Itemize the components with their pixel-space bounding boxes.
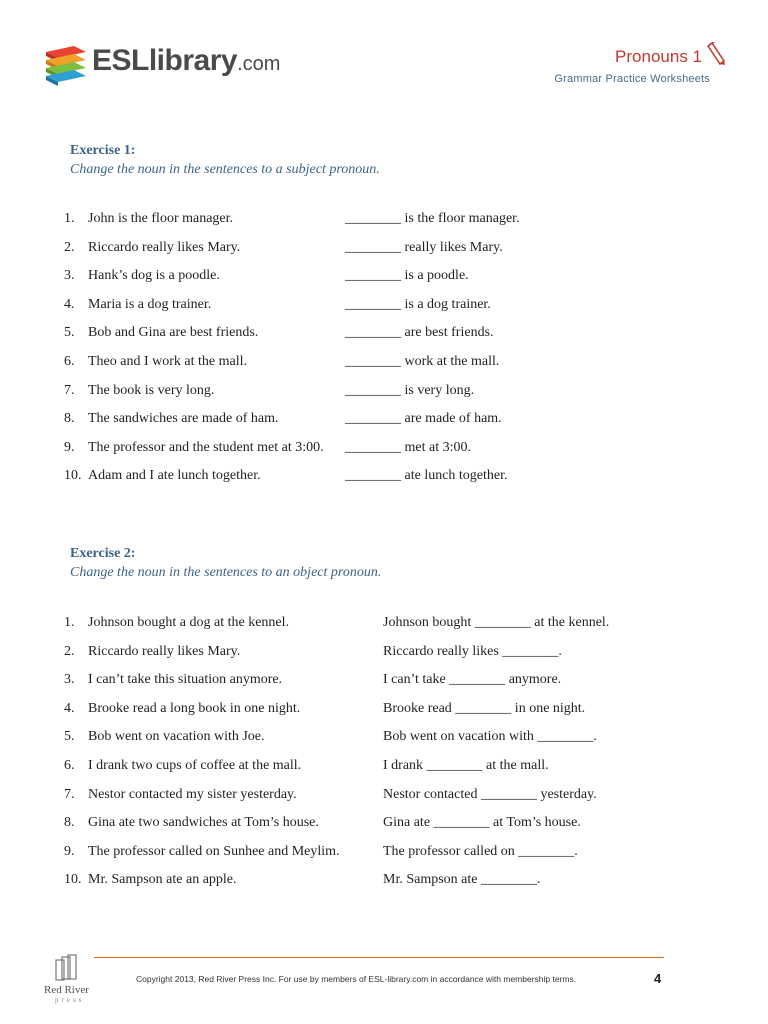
item-number: 5. [64,325,75,341]
item-sentence: Nestor contacted my sister yesterday. [88,786,297,802]
page-number: 4 [654,971,662,986]
item-answer-blank: ________ met at 3:00. [345,439,471,455]
item-number: 3. [64,268,75,284]
item-number: 6. [64,758,75,773]
books-logo-icon [44,44,88,88]
item-answer-blank: Gina ate ________ at Tom’s house. [383,815,581,831]
exercise2-instruction: Change the noun in the sentences to an object pronoun. [70,565,382,580]
item-sentence: Johnson bought a dog at the kennel. [88,615,290,630]
item-answer-blank: The professor called on ________. [383,843,578,859]
item-answer-blank: ________ really likes Mary. [345,239,503,255]
item-answer-blank: ________ is a dog trainer. [345,296,491,312]
item-answer-blank: ________ are best friends. [345,325,494,341]
item-sentence: Riccardo really likes Mary. [88,643,241,659]
item-sentence: Theo and I work at the mall. [88,354,248,369]
item-sentence: Bob and Gina are best friends. [88,325,259,341]
red-river-name: Red River [44,984,89,996]
pencil-icon [704,42,726,66]
item-number: 7. [64,786,75,802]
item-answer-blank: Johnson bought ________ at the kennel. [383,615,610,630]
item-answer-blank: Nestor contacted ________ yesterday. [383,786,597,802]
item-answer-blank: Brooke read ________ in one night. [383,700,586,716]
item-number: 4. [64,296,75,312]
item-number: 2. [64,239,75,255]
item-sentence: Maria is a dog trainer. [88,296,212,312]
item-number: 1. [64,615,75,630]
item-sentence: The professor and the student met at 3:00. [88,439,324,455]
item-sentence: The professor called on Sunhee and Meylim. [88,843,340,859]
item-number: 9. [64,439,75,455]
exercise1-title: Exercise 1: [70,143,136,158]
item-answer-blank: ________ is a poodle. [345,268,469,284]
item-sentence: Hank’s dog is a poodle. [88,268,220,284]
item-sentence: Gina ate two sandwiches at Tom’s house. [88,815,319,831]
item-sentence: I drank two cups of coffee at the mall. [88,758,302,773]
item-answer-blank: I drank ________ at the mall. [383,758,549,773]
item-sentence: Adam and I ate lunch together. [88,468,261,484]
item-sentence: The sandwiches are made of ham. [88,411,279,427]
item-answer-blank: ________ is the floor manager. [345,211,520,226]
item-sentence: I can’t take this situation anymore. [88,672,283,688]
esl-library-logo: ESLlibrary.com [92,44,281,77]
item-sentence: The book is very long. [88,382,215,398]
footer-divider [94,957,664,958]
item-number: 6. [64,354,75,369]
worksheet-subtitle: Grammar Practice Worksheets [554,73,710,85]
item-number: 1. [64,211,75,226]
item-sentence: Brooke read a long book in one night. [88,700,301,716]
item-answer-blank: Mr. Sampson ate ________. [383,872,541,888]
item-number: 10. [64,468,82,484]
item-number: 8. [64,815,75,831]
exercise2-title: Exercise 2: [70,546,136,561]
item-number: 4. [64,700,75,716]
worksheet-title: Pronouns 1 [615,47,702,66]
item-sentence: Riccardo really likes Mary. [88,239,241,255]
item-answer-blank: Bob went on vacation with ________. [383,729,597,745]
item-number: 10. [64,872,82,888]
item-answer-blank: I can’t take ________ anymore. [383,672,562,688]
item-sentence: Mr. Sampson ate an apple. [88,872,237,888]
item-answer-blank: ________ are made of ham. [345,411,502,427]
item-number: 3. [64,672,75,688]
item-answer-blank: ________ is very long. [345,382,475,398]
red-river-press: press [55,996,85,1004]
item-sentence: Bob went on vacation with Joe. [88,729,265,745]
item-number: 8. [64,411,75,427]
item-sentence: John is the floor manager. [88,211,234,226]
item-answer-blank: ________ work at the mall. [345,354,500,369]
item-number: 2. [64,643,75,659]
item-number: 9. [64,843,75,859]
item-number: 7. [64,382,75,398]
item-answer-blank: ________ ate lunch together. [345,468,508,484]
item-number: 5. [64,729,75,745]
item-answer-blank: Riccardo really likes ________. [383,643,562,659]
exercise1-instruction: Change the noun in the sentences to a subject pronoun. [70,162,380,177]
copyright-notice: Copyright 2013, Red River Press Inc. For use by members of ESL-library.com in accordance with membership terms. [136,974,577,984]
